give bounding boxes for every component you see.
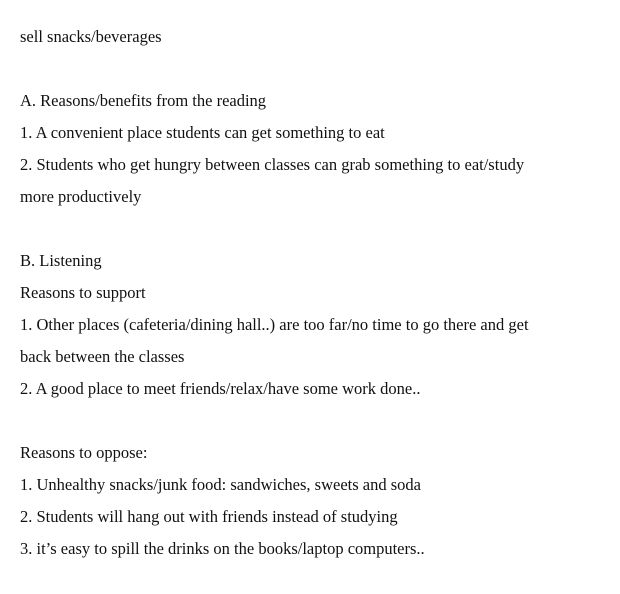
oppose-heading: Reasons to oppose: <box>20 443 148 462</box>
support-point: 1. Other places (cafeteria/dining hall..) are too far/no time to go there and get <box>20 315 529 334</box>
blank-line <box>20 218 610 250</box>
support-point: 2. A good place to meet friends/relax/have some work done.. <box>20 379 421 398</box>
oppose-point: 3. it’s easy to spill the drinks on the books/laptop computers.. <box>20 539 425 558</box>
section-a-heading: A. Reasons/benefits from the reading <box>20 91 267 110</box>
oppose-point: 2. Students will hang out with friends instead of studying <box>20 507 398 526</box>
blank-line <box>20 58 610 90</box>
intro-line: sell snacks/beverages <box>20 27 162 46</box>
section-a-point: 1. A convenient place students can get something to eat <box>20 123 385 142</box>
section-a-point: 2. Students who get hungry between classes can grab something to eat/study <box>20 155 525 174</box>
section-a-point-continuation: more productively <box>20 187 142 206</box>
support-heading: Reasons to support <box>20 283 146 302</box>
support-point-continuation: back between the classes <box>20 347 185 366</box>
oppose-point: 1. Unhealthy snacks/junk food: sandwiches, sweets and soda <box>20 475 421 494</box>
section-b-heading: B. Listening <box>20 251 102 270</box>
document-body <box>20 26 610 570</box>
blank-line <box>20 410 610 442</box>
